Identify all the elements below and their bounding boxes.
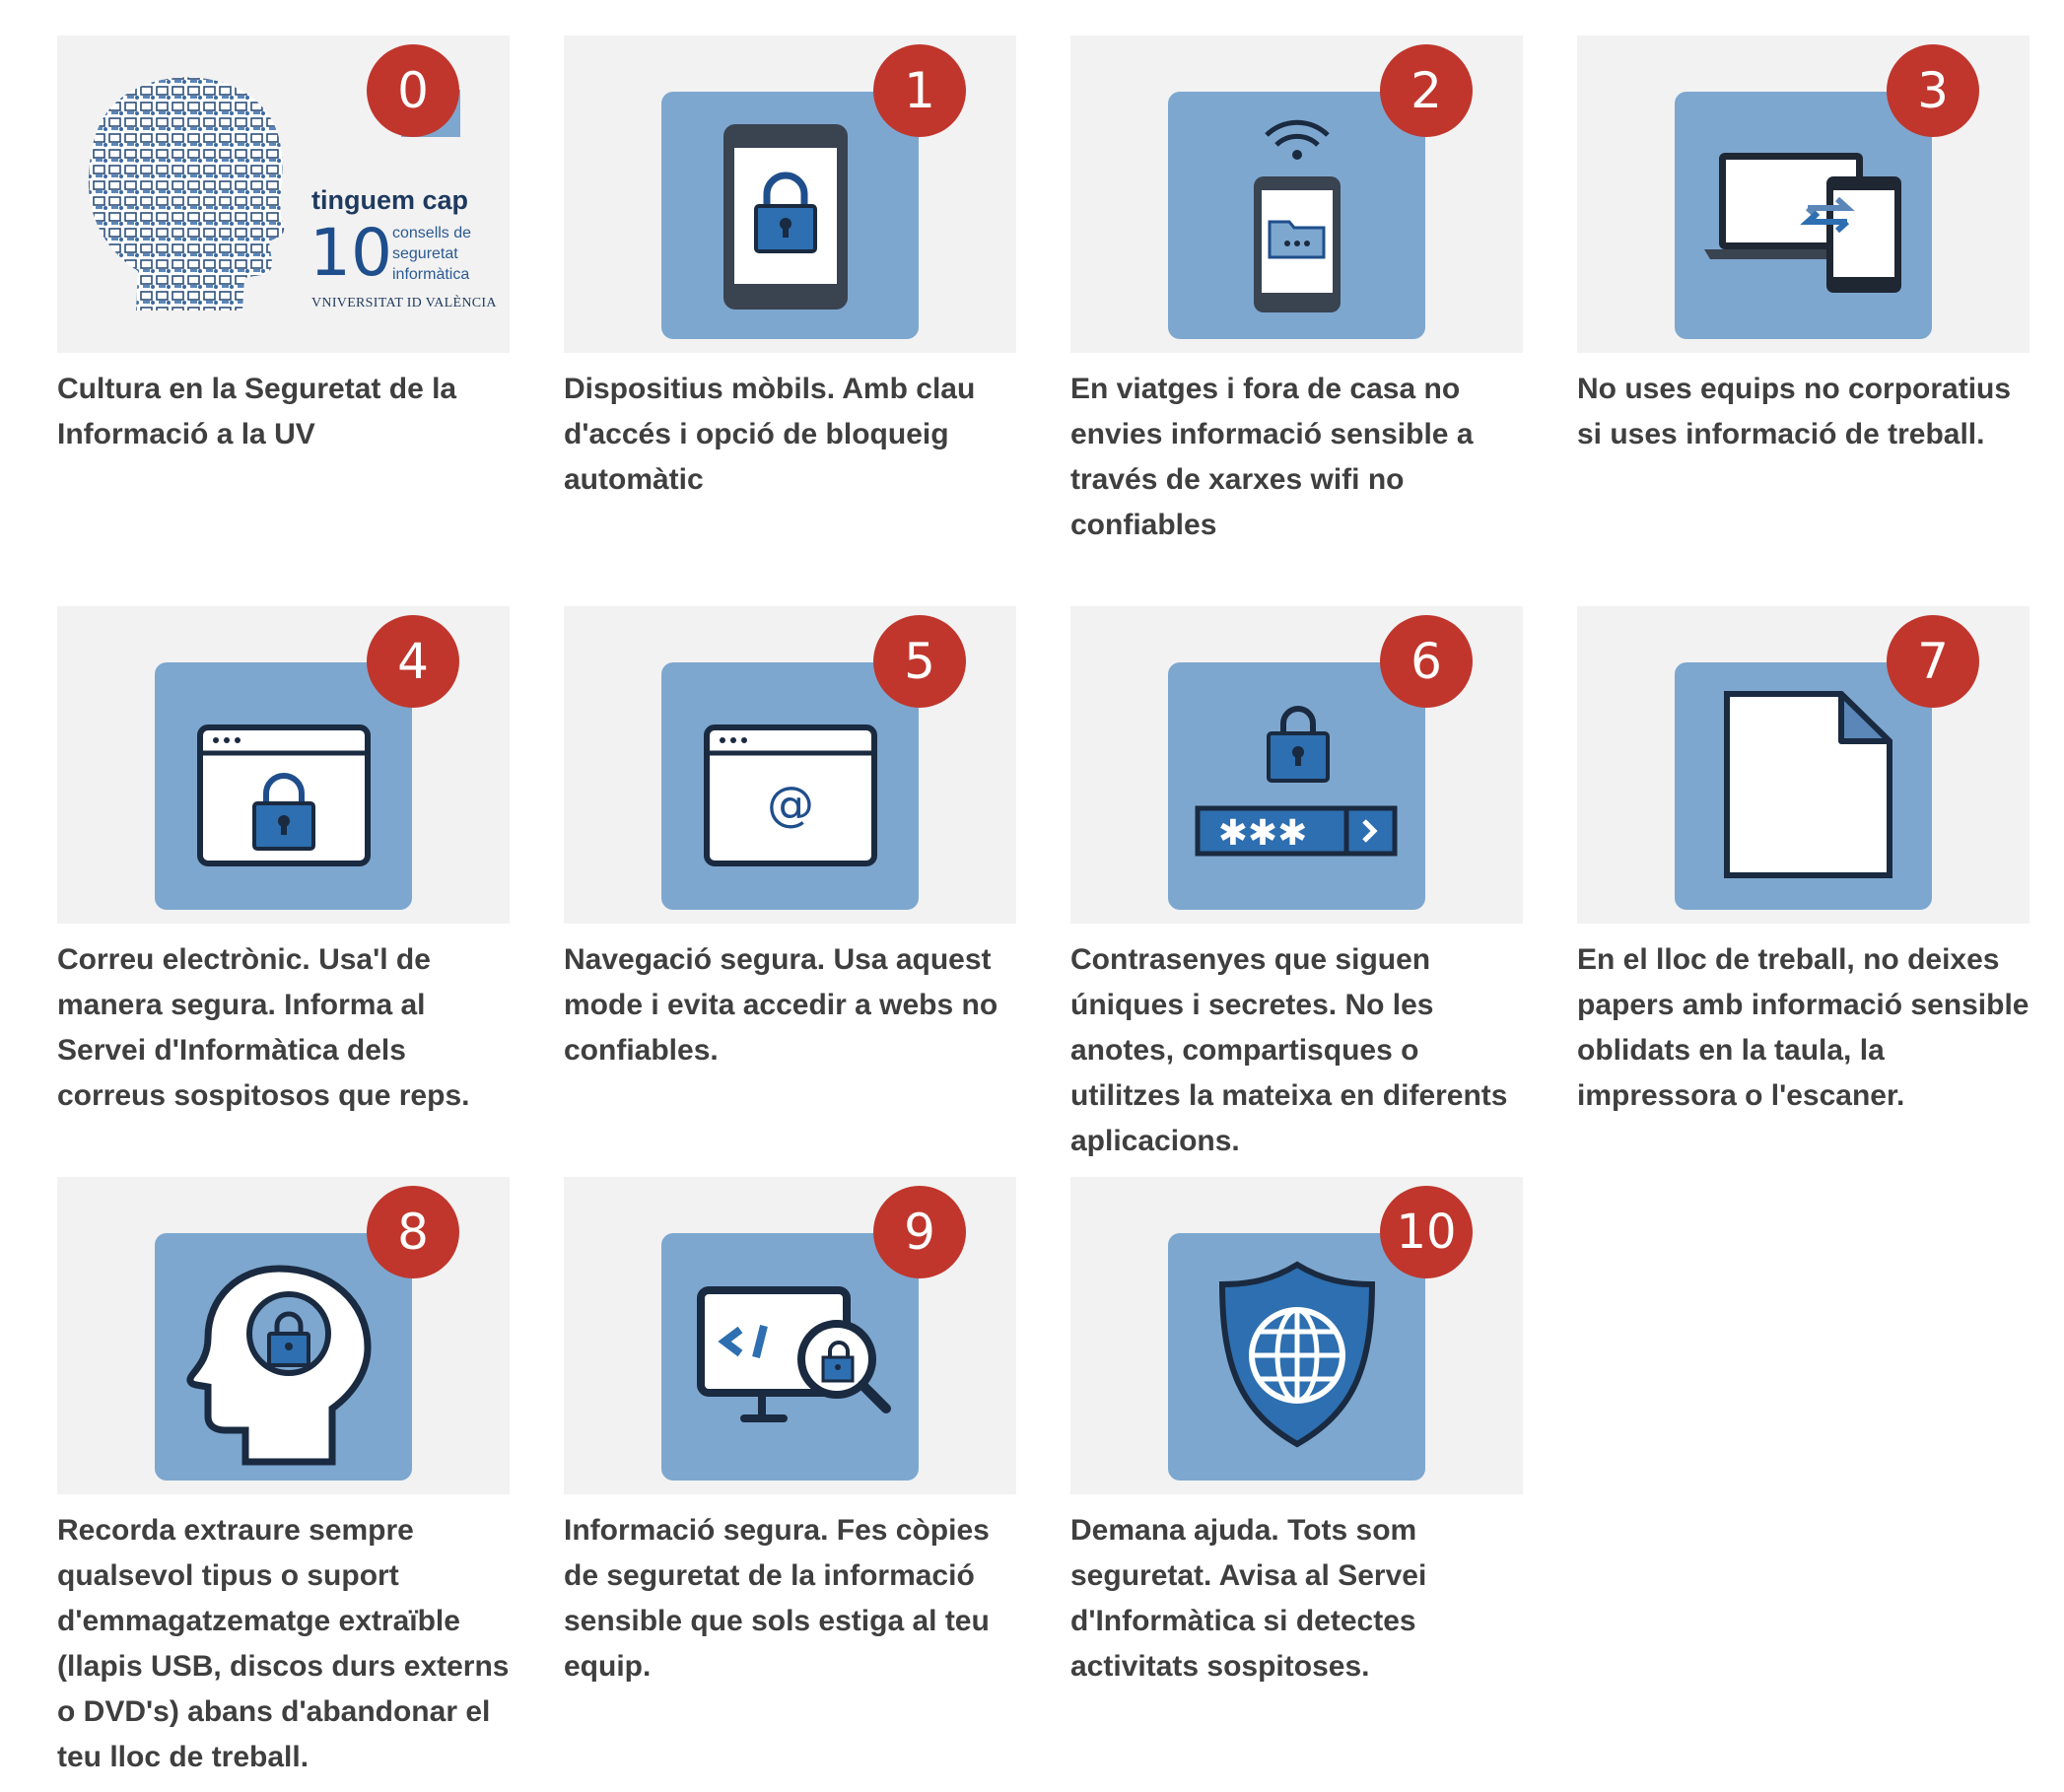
brand-title: tinguem cap <box>311 185 469 215</box>
tip-caption[interactable]: Navegació segura. Usa aquest mode i evita accedir a webs no confiables. <box>564 943 998 1067</box>
head-lock-icon <box>155 1233 412 1481</box>
tile-square <box>1168 662 1425 910</box>
tip-image-6[interactable] <box>1070 606 1523 924</box>
tip-number-badge: 1 <box>873 44 966 137</box>
monitor-code-search-icon <box>661 1233 919 1481</box>
svg-text:✱✱✱: ✱✱✱ <box>1217 813 1308 854</box>
tip-card-5[interactable] <box>564 606 1016 1073</box>
password-lock-icon <box>1168 662 1425 910</box>
brand-subtitle-line: informàtica <box>392 266 470 283</box>
tip-number-badge: 10 <box>1380 1186 1473 1278</box>
devices-transfer-icon <box>1675 92 1932 339</box>
tip-card-0[interactable] <box>57 35 510 457</box>
tile-square <box>661 92 919 339</box>
tip-caption[interactable]: No uses equips no corporatius si uses informació de treball. <box>1577 373 2012 450</box>
tip-caption[interactable]: En el lloc de treball, no deixes papers amb informació sensible oblidats en la taula, la impressora o l'escaner. <box>1577 943 2030 1112</box>
tip-image-1[interactable] <box>564 35 1016 353</box>
tip-card-3[interactable] <box>1577 35 2030 457</box>
tile-square <box>1675 662 1932 910</box>
tile-square <box>1675 92 1932 339</box>
tip-card-10[interactable] <box>1070 1177 1523 1689</box>
tip-image-3[interactable] <box>1577 35 2030 353</box>
document-icon <box>1675 662 1932 910</box>
tip-card-1[interactable] <box>564 35 1016 503</box>
tip-number-badge: 8 <box>367 1186 459 1278</box>
tile-square <box>155 1233 412 1481</box>
tip-image-0[interactable] <box>57 35 510 353</box>
brand-subtitle-line: consells de <box>392 225 472 241</box>
tip-caption[interactable]: Contrasenyes que siguen úniques i secretes. No les anotes, compartisques o utilitzes la mateixa en diferents aplicacions. <box>1070 943 1508 1157</box>
tip-image-10[interactable] <box>1070 1177 1523 1494</box>
tip-card-7[interactable] <box>1577 606 2030 1119</box>
tip-number-badge: 7 <box>1887 615 1979 708</box>
tip-number-badge: 9 <box>873 1186 966 1278</box>
tip-caption[interactable]: En viatges i fora de casa no envies informació sensible a través de xarxes wifi no confiables <box>1070 373 1474 541</box>
campaign-logo <box>310 185 497 310</box>
tip-caption[interactable]: Recorda extraure sempre qualsevol tipus o suport d'emmagatzematge extraïble (llapis USB, discos durs externs o DVD's) abans d'abandonar el teu lloc de treball. <box>57 1514 510 1773</box>
tip-number-badge: 5 <box>873 615 966 708</box>
tip-number-badge: 3 <box>1887 44 1979 137</box>
tile-square <box>661 1233 919 1481</box>
browser-email-icon <box>661 662 919 910</box>
tip-card-9[interactable] <box>564 1177 1016 1689</box>
tile-square <box>1168 1233 1425 1481</box>
head-network-logo-icon <box>77 69 294 315</box>
tip-image-4[interactable] <box>57 606 510 924</box>
tip-image-5[interactable] <box>564 606 1016 924</box>
browser-lock-icon <box>155 662 412 910</box>
tip-number-badge: 0 <box>367 44 459 137</box>
tip-number-badge: 4 <box>367 615 459 708</box>
tip-image-8[interactable] <box>57 1177 510 1494</box>
wifi-phone-icon <box>1168 92 1425 339</box>
tip-caption[interactable]: Dispositius mòbils. Amb clau d'accés i opció de bloqueig automàtic <box>564 373 976 496</box>
tip-caption[interactable]: Cultura en la Seguretat de la Informació a la UV <box>57 373 457 450</box>
tip-image-2[interactable] <box>1070 35 1523 353</box>
shield-globe-icon <box>1168 1233 1425 1481</box>
tip-caption[interactable]: Informació segura. Fes còpies de seguretat de la informació sensible que sols estiga al teu equip. <box>564 1514 990 1683</box>
university-name: VNIVERSITAT ID VALÈNCIA <box>311 296 497 310</box>
tip-card-4[interactable] <box>57 606 510 1119</box>
tip-card-6[interactable] <box>1070 606 1523 1164</box>
tip-number-badge: 6 <box>1380 615 1473 708</box>
tile-square <box>661 662 919 910</box>
tip-caption[interactable]: Correu electrònic. Usa'l de manera segura. Informa al Servei d'Informàtica dels correus sospitosos que reps. <box>57 943 470 1112</box>
mobile-lock-icon <box>661 92 919 339</box>
tip-image-9[interactable] <box>564 1177 1016 1494</box>
svg-text:@: @ <box>767 777 814 832</box>
tip-caption[interactable]: Demana ajuda. Tots som seguretat. Avisa al Servei d'Informàtica si detectes activitats sospitoses. <box>1070 1514 1427 1683</box>
brand-subtitle-line: seguretat <box>392 245 458 262</box>
tip-card-2[interactable] <box>1070 35 1523 548</box>
brand-subtitle <box>392 223 501 285</box>
tip-card-8[interactable] <box>57 1177 510 1780</box>
tile-square <box>155 662 412 910</box>
tip-image-7[interactable] <box>1577 606 2030 924</box>
tip-number-badge: 2 <box>1380 44 1473 137</box>
brand-number: 10 <box>310 215 392 291</box>
tile-square <box>1168 92 1425 339</box>
